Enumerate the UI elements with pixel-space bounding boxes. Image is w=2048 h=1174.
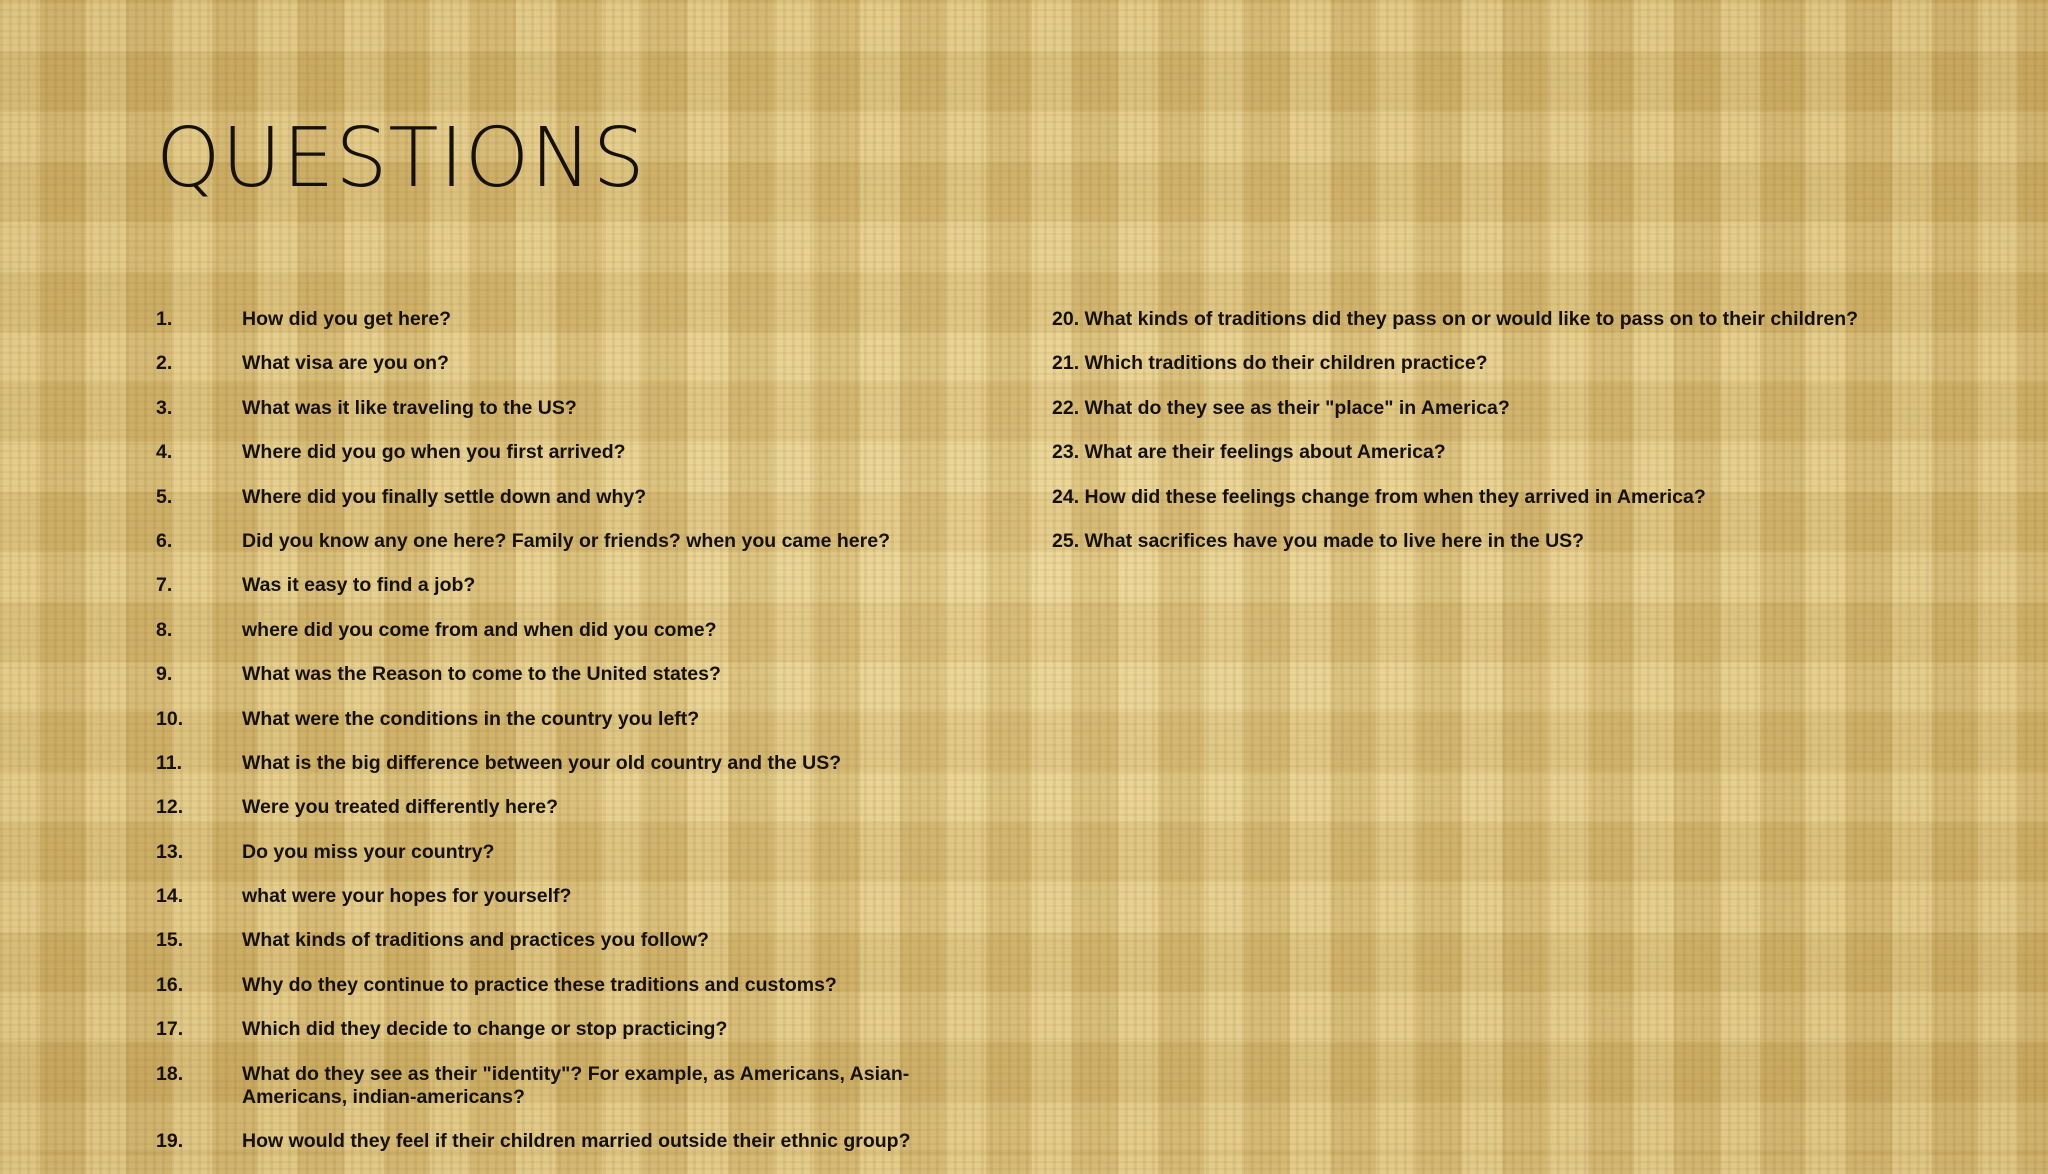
question-text: 20. What kinds of traditions did they pass on or would like to pass on to their children? — [1052, 308, 1859, 330]
question-text: What kinds of traditions and practices you follow? — [242, 929, 709, 952]
question-text: How would they feel if their children married outside their ethnic group? — [242, 1130, 911, 1153]
list-item — [156, 574, 1016, 597]
question-text: 24. How did these feelings change from when they arrived in America? — [1052, 485, 1706, 508]
question-number: 12. — [156, 796, 184, 819]
question-text: 25. What sacrifices have you made to live here in the US? — [1052, 529, 1585, 552]
list-item — [156, 663, 1016, 686]
question-text: Did you know any one here? Family or friends? when you came here? — [242, 529, 890, 552]
question-text: Why do they continue to practice these traditions and customs? — [242, 973, 837, 996]
slide-title: QUESTIONS — [156, 111, 646, 206]
list-item — [156, 352, 1016, 375]
question-number: 4. — [156, 441, 173, 464]
question-text: How did you get here? — [242, 308, 452, 330]
question-text: 22. What do they see as their "place" in America? — [1052, 396, 1510, 419]
question-text: What do they see as their "identity"? For example, as Americans, Asian- Americans, indian-americans? — [242, 1062, 910, 1108]
question-number: 2. — [156, 352, 173, 375]
list-item — [1052, 352, 2012, 375]
list-item — [156, 929, 1016, 952]
list-item — [1052, 397, 2012, 420]
question-text: What was the Reason to come to the United states? — [242, 663, 721, 686]
list-item — [156, 397, 1016, 420]
question-text: Were you treated differently here? — [242, 796, 559, 819]
list-item — [156, 1018, 1016, 1041]
question-number: 7. — [156, 574, 173, 597]
list-item — [156, 1063, 1016, 1109]
question-text: What visa are you on? — [242, 352, 449, 375]
list-item — [1052, 441, 2012, 464]
list-item — [156, 885, 1016, 908]
question-text: Was it easy to find a job? — [242, 574, 476, 597]
list-item — [156, 752, 1016, 775]
question-text: What was it like traveling to the US? — [242, 396, 577, 419]
question-number: 1. — [156, 308, 173, 330]
question-text: where did you come from and when did you come? — [242, 618, 717, 641]
question-text: Where did you finally settle down and why? — [242, 485, 647, 508]
question-number: 11. — [156, 751, 183, 774]
list-item — [156, 486, 1016, 509]
list-item — [156, 841, 1016, 864]
list-item — [156, 441, 1016, 464]
question-number: 14. — [156, 885, 184, 908]
question-number: 6. — [156, 529, 173, 552]
question-number: 9. — [156, 663, 173, 686]
list-item — [1052, 530, 2012, 553]
list-item — [1052, 308, 2012, 331]
question-number: 13. — [156, 840, 184, 863]
question-text: What were the conditions in the country you left? — [242, 707, 700, 730]
list-item — [156, 974, 1016, 997]
question-list-left — [156, 308, 1016, 1174]
list-item — [156, 708, 1016, 731]
question-number: 5. — [156, 485, 173, 508]
list-item — [1052, 486, 2012, 509]
question-number: 8. — [156, 618, 173, 641]
question-number: 17. — [156, 1018, 184, 1041]
list-item — [156, 530, 1016, 553]
question-number: 3. — [156, 396, 173, 419]
question-number: 15. — [156, 929, 184, 952]
question-text: What is the big difference between your old country and the US? — [242, 751, 842, 774]
question-text: Do you miss your country? — [242, 840, 495, 863]
question-number: 19. — [156, 1130, 184, 1153]
question-text: Which did they decide to change or stop practicing? — [242, 1018, 728, 1041]
list-item — [156, 619, 1016, 642]
question-text: 23. What are their feelings about America? — [1052, 441, 1446, 464]
question-text: 21. Which traditions do their children practice? — [1052, 352, 1488, 375]
question-text: Where did you go when you first arrived? — [242, 441, 626, 464]
question-number: 18. — [156, 1062, 184, 1085]
question-number: 10. — [156, 707, 184, 730]
list-item — [156, 308, 1016, 331]
question-list-right — [1052, 308, 2012, 574]
list-item — [156, 796, 1016, 819]
question-number: 16. — [156, 973, 184, 996]
question-text: what were your hopes for yourself? — [242, 885, 572, 908]
list-item — [156, 1130, 1016, 1153]
